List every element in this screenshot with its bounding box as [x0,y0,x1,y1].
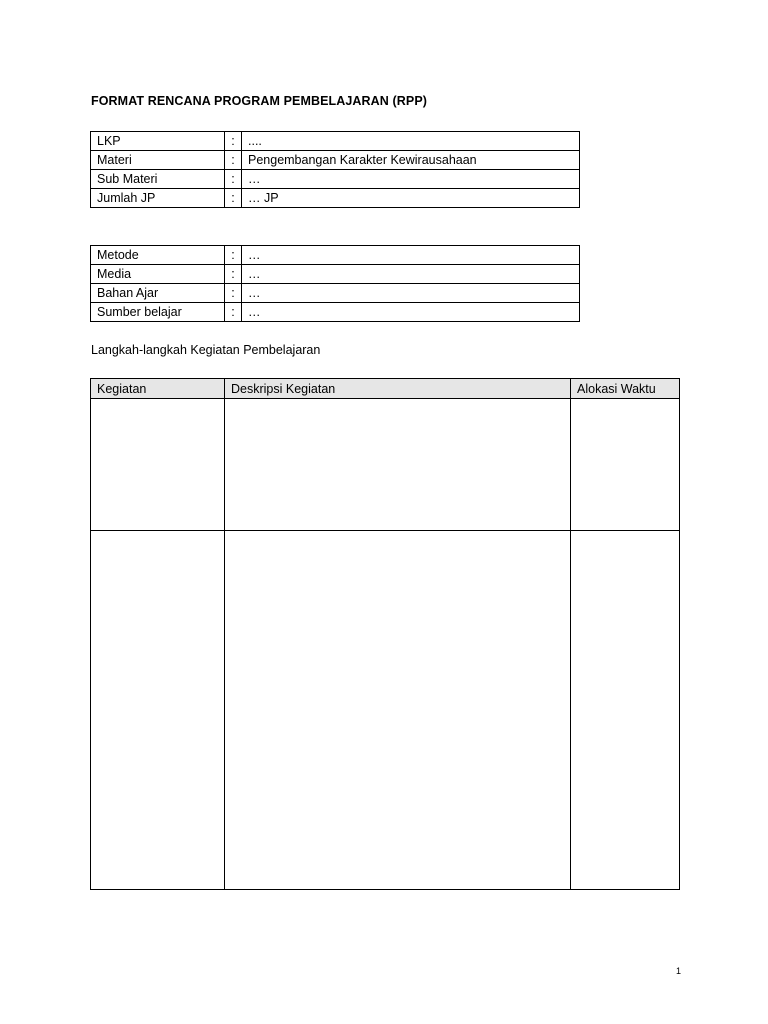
info-separator: : [225,132,242,151]
info-separator: : [225,303,242,322]
page-number: 1 [676,966,682,976]
info-label: LKP [91,132,225,151]
info-row-jumlah-jp [91,189,580,208]
info-value: .... [242,132,580,151]
info-value: … [242,303,580,322]
info-label: Sumber belajar [91,303,225,322]
info-separator: : [225,170,242,189]
info-row-sub-materi [91,170,580,189]
cell-deskripsi[interactable] [225,399,571,531]
table-row [91,399,680,531]
cell-alokasi[interactable] [571,399,680,531]
document-title: FORMAT RENCANA PROGRAM PEMBELAJARAN (RPP) [91,94,428,108]
info-value: … [242,170,580,189]
column-header-deskripsi: Deskripsi Kegiatan [225,379,571,399]
info-label: Jumlah JP [91,189,225,208]
info-row-lkp [91,132,580,151]
info-separator: : [225,189,242,208]
info-table-2 [90,245,580,322]
info-separator: : [225,246,242,265]
info-value: Pengembangan Karakter Kewirausahaan [242,151,580,170]
info-separator: : [225,284,242,303]
info-label: Metode [91,246,225,265]
info-label: Materi [91,151,225,170]
cell-kegiatan[interactable] [91,531,225,890]
info-value: … [242,284,580,303]
cell-deskripsi[interactable] [225,531,571,890]
info-row-media [91,265,580,284]
info-value: … [242,265,580,284]
info-table-1 [90,131,580,208]
info-row-bahan-ajar [91,284,580,303]
info-value: … [242,246,580,265]
column-header-alokasi: Alokasi Waktu [571,379,680,399]
activity-header-row [91,379,680,399]
column-header-kegiatan: Kegiatan [91,379,225,399]
cell-alokasi[interactable] [571,531,680,890]
info-separator: : [225,265,242,284]
info-label: Media [91,265,225,284]
cell-kegiatan[interactable] [91,399,225,531]
info-value: … JP [242,189,580,208]
info-label: Sub Materi [91,170,225,189]
activity-table [90,378,680,890]
info-row-materi [91,151,580,170]
info-label: Bahan Ajar [91,284,225,303]
section-heading: Langkah-langkah Kegiatan Pembelajaran [91,343,321,357]
info-separator: : [225,151,242,170]
info-row-metode [91,246,580,265]
table-row [91,531,680,890]
info-row-sumber-belajar [91,303,580,322]
